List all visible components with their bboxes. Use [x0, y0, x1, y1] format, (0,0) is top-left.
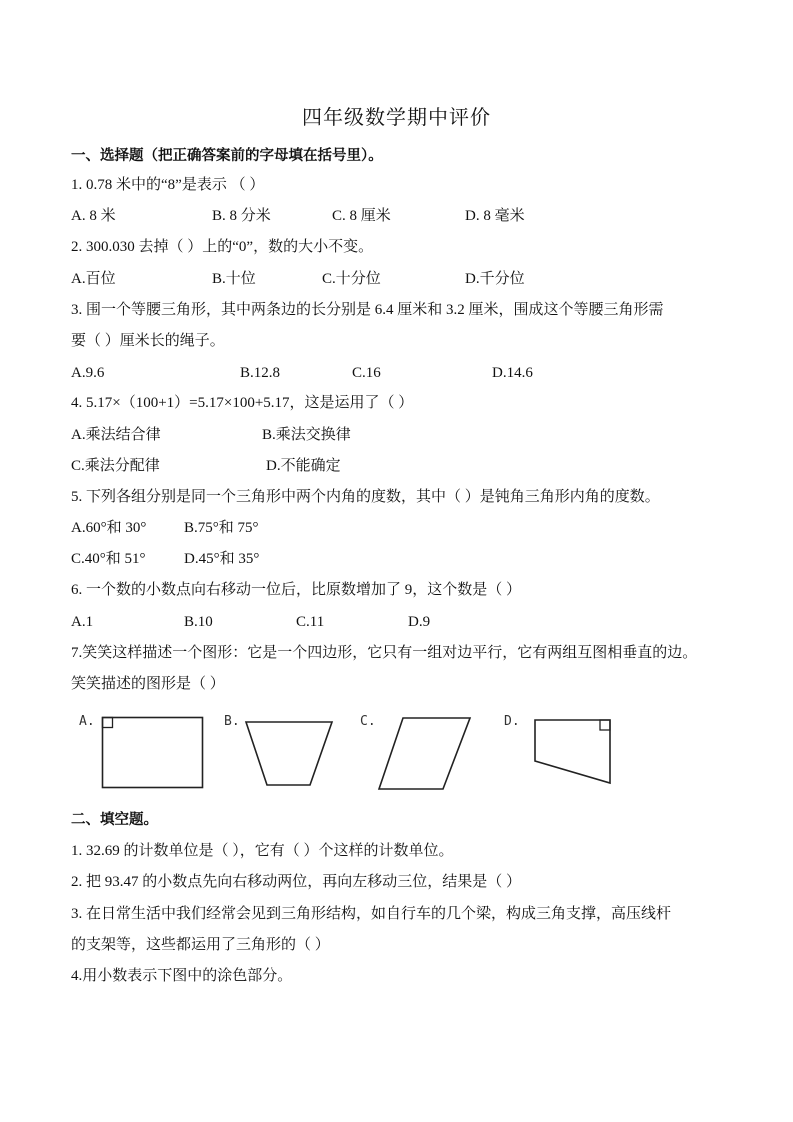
q3-option-d: D.14.6 [492, 365, 533, 381]
question-5: 5. 下列各组分别是同一个三角形中两个内角的度数，其中（ ）是钝角三角形内角的度数。 [71, 489, 660, 505]
q1-option-a: A. 8 米 [71, 208, 116, 224]
section-heading-choice: 一、选择题（把正确答案前的字母填在括号里）。 [71, 148, 383, 164]
q4-option-b: B.乘法交换律 [262, 427, 351, 443]
fill-question-1: 1. 32.69 的计数单位是（ ），它有（ ）个这样的计数单位。 [71, 843, 454, 859]
section-heading-fill-blank: 二、填空题。 [71, 812, 158, 828]
q3-option-c: C.16 [352, 365, 381, 381]
figure-c-label: C. [360, 714, 376, 729]
q5-option-c: C.40°和 51° [71, 551, 146, 567]
q6-option-d: D.9 [408, 614, 431, 630]
q6-option-c: C.11 [296, 614, 325, 630]
fill-question-3: 3. 在日常生活中我们经常会见到三角形结构，如自行车的几个梁，构成三角支撑，高压线杆 [71, 906, 672, 922]
question-7: 7.笑笑这样描述一个图形：它是一个四边形，它只有一组对边平行，它有两组互图相垂直的边。 [71, 645, 698, 661]
rectangle-shape-icon [101, 716, 213, 794]
q4-option-a: A.乘法结合律 [71, 427, 161, 443]
q4-option-d: D.不能确定 [266, 458, 341, 474]
q1-option-c: C. 8 厘米 [332, 208, 391, 224]
q5-option-b: B.75°和 75° [184, 520, 259, 536]
fill-question-4: 4.用小数表示下图中的涂色部分。 [71, 968, 293, 984]
parallelogram-shape-icon [376, 716, 472, 794]
q4-option-c: C.乘法分配律 [71, 458, 160, 474]
page-title: 四年级数学期中评价 [302, 107, 491, 129]
question-3: 3. 围一个等腰三角形，其中两条边的长分别是 6.4 厘米和 3.2 厘米，围成这个等腰三角形需 [71, 302, 664, 318]
q5-option-d: D.45°和 35° [184, 551, 260, 567]
q2-option-d: D.千分位 [465, 271, 525, 287]
q2-option-c: C.十分位 [322, 271, 381, 287]
q3-option-b: B.12.8 [240, 365, 281, 381]
question-6: 6. 一个数的小数点向右移动一位后，比原数增加了 9，这个数是（ ） [71, 582, 522, 598]
q2-option-a: A.百位 [71, 271, 116, 287]
q1-option-d: D. 8 毫米 [465, 208, 525, 224]
figure-d-label: D. [504, 714, 520, 729]
right-trapezoid-shape-icon [531, 716, 615, 792]
question-4: 4. 5.17×（100+1）=5.17×100+5.17，这是运用了（ ） [71, 395, 414, 411]
q6-option-a: A.1 [71, 614, 94, 630]
question-7-continued: 笑笑描述的图形是（ ） [71, 676, 225, 692]
q6-option-b: B.10 [184, 614, 213, 630]
q1-option-b: B. 8 分米 [212, 208, 271, 224]
question-3-continued: 要（ ）厘米长的绳子。 [71, 333, 225, 349]
q7-figures [71, 712, 631, 792]
fill-question-2: 2. 把 93.47 的小数点先向右移动两位，再向左移动三位，结果是（ ） [71, 874, 522, 890]
q2-option-b: B.十位 [212, 271, 256, 287]
trapezoid-shape-icon [243, 716, 339, 792]
q3-option-a: A.9.6 [71, 365, 105, 381]
fill-question-3-continued: 的支架等，这些都运用了三角形的（ ） [71, 937, 330, 953]
q5-option-a: A.60°和 30° [71, 520, 147, 536]
figure-b-label: B. [224, 714, 240, 729]
question-2: 2. 300.030 去掉（ ）上的“0”，数的大小不变。 [71, 239, 374, 255]
figure-a-label: A. [79, 714, 95, 729]
question-1: 1. 0.78 米中的“8”是表示 （ ） [71, 177, 265, 193]
